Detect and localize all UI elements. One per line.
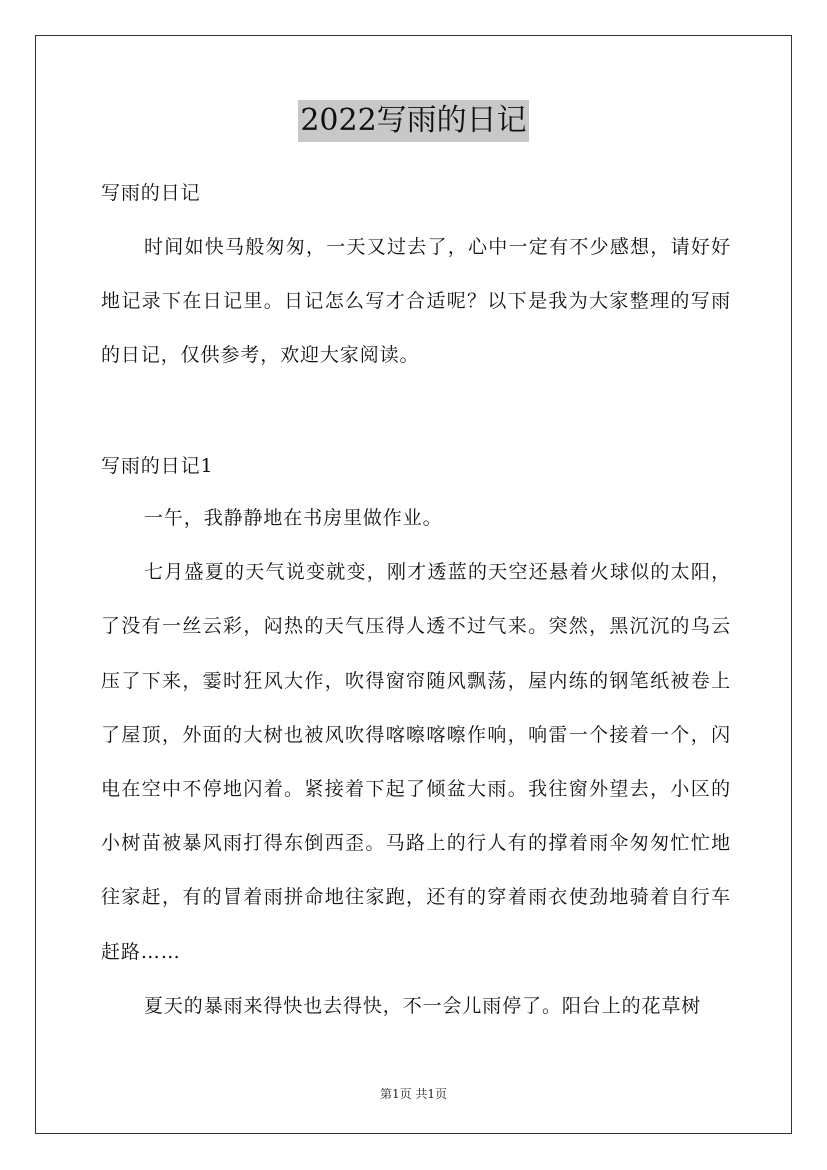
document-title: 2022写雨的日记 xyxy=(298,100,528,142)
section1-heading: 写雨的日记1 xyxy=(101,455,214,477)
page-number-footer: 第1页 共1页 xyxy=(379,1087,448,1101)
title-container xyxy=(0,100,827,142)
section1-paragraph: 夏天的暴雨来得快也去得快，不一会儿雨停了。阳台上的花草树 xyxy=(144,994,702,1017)
section1-body xyxy=(101,491,731,1033)
section1-paragraph: 七月盛夏的天气说变就变，刚才透蓝的天空还悬着火球似的太阳，了没有一丝云彩，闷热的天气压得人透不过气来。突然，黑沉沉的乌云压了下来，霎时狂风大作，吹得窗帘随风飘荡，屋内练的钢笔纸被卷上了屋顶，外面的大树也被风吹得喀嚓喀嚓作响，响雷一个接着一个，闪电在空中不停地闪着。紧接着下起了倾盆大雨。我往窗外望去，小区的小树苗被暴风雨打得东倒西歪。马路上的行人有的撑着雨伞匆匆忙忙地往家赶，有的冒着雨拼命地往家跑，还有的穿着雨衣使劲地骑着自行车赶路…… xyxy=(101,561,731,963)
intro-heading: 写雨的日记 xyxy=(101,182,201,204)
intro-paragraph: 时间如快马般匆匆，一天又过去了，心中一定有不少感想，请好好地记录下在日记里。日记怎么写才合适呢？以下是我为大家整理的写雨的日记，仅供参考，欢迎大家阅读。 xyxy=(101,236,731,367)
section1-paragraph: 一午，我静静地在书房里做作业。 xyxy=(144,507,443,529)
intro-section xyxy=(101,220,731,383)
